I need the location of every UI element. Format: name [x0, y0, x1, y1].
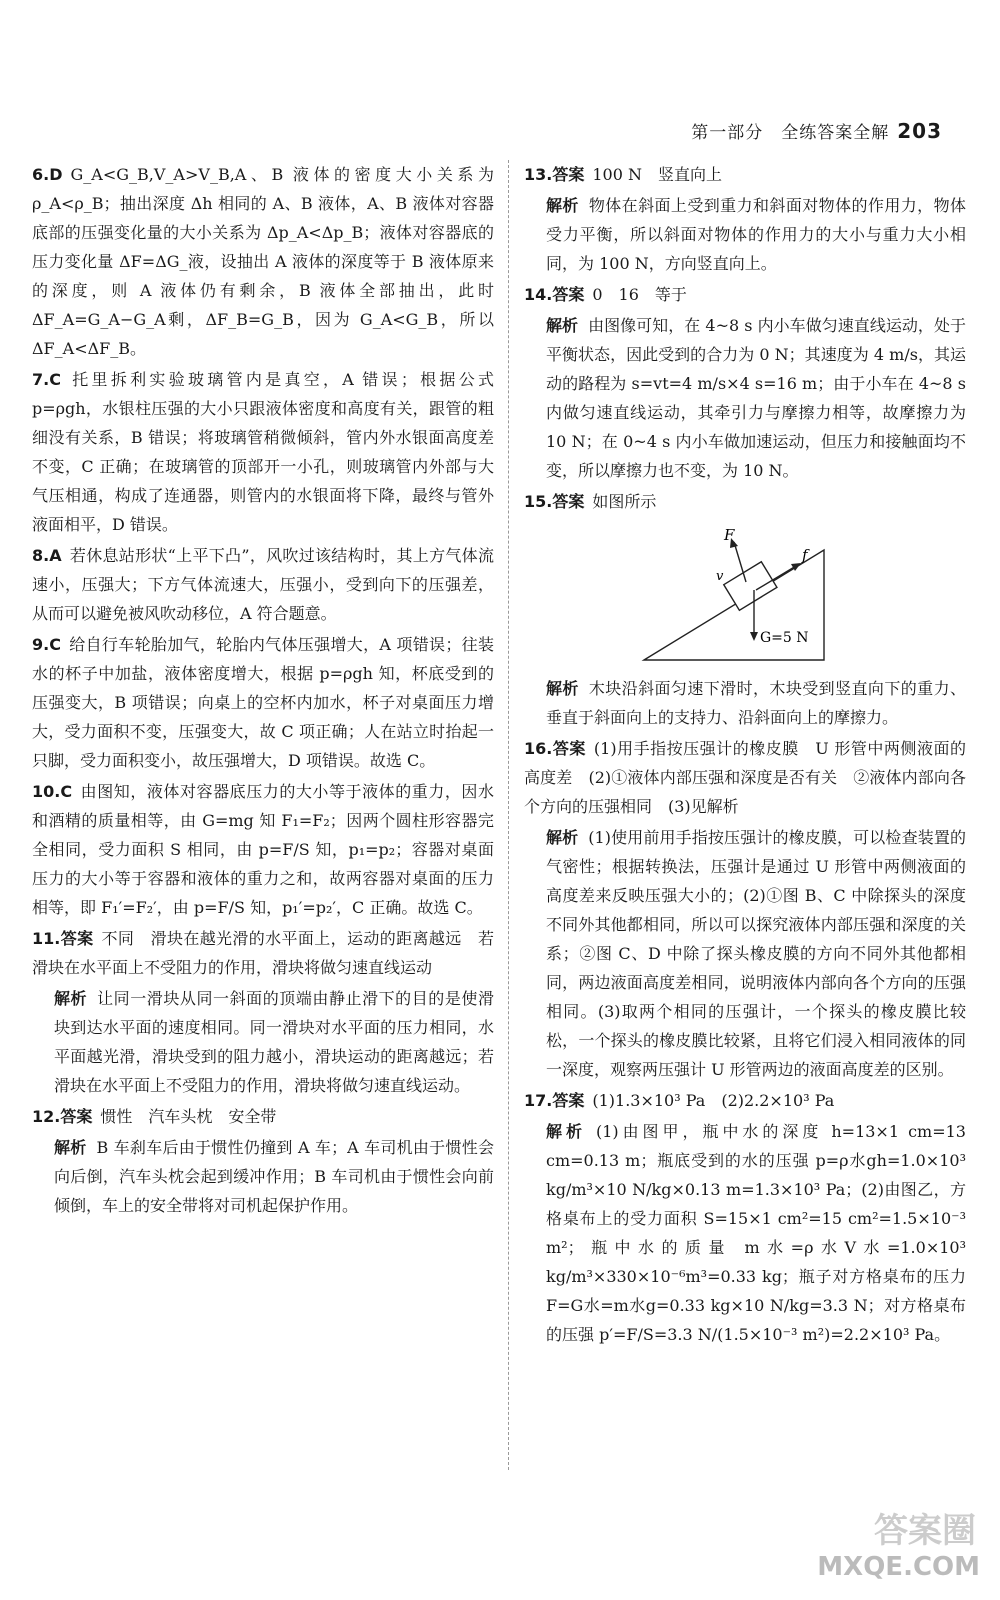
analysis-tag: 解析	[546, 828, 579, 847]
answer-10	[32, 777, 494, 922]
answer-17	[524, 1086, 966, 1115]
answer-17-analysis-text: (1)由图甲，瓶中水的深度 h=13×1 cm=13 cm=0.13 m；瓶底受到的水的压强 p=ρ水gh=1.0×10³ kg/m³×10 N/kg×0.13 m=1.3×10³ Pa；(2)由图乙，方格桌布上的受力面积 S=15×1 cm²=15 cm²=1.5×10⁻³ m²；瓶中水的质量 m水=ρ水V水=1.0×10³ kg/m³×330×10⁻⁶m³=0.33 kg；瓶子对方格桌布的压力 F=G水=m水g=0.33 kg×10 N/kg=3.3 N；对方格桌布的压强 p′=F/S=3.3 N/(1.5×10⁻³ m²)=2.2×10³ Pa。	[546, 1122, 966, 1344]
analysis-tag: 解析	[546, 196, 579, 215]
answer-13-analysis-text: 物体在斜面上受到重力和斜面对物体的作用力，物体受力平衡，所以斜面对物体的作用力的大小与重力大小相同，为 100 N，方向竖直向上。	[546, 196, 966, 273]
answer-9-label: 9.C	[32, 635, 61, 654]
answer-8-text: 若休息站形状“上平下凸”，风吹过该结构时，其上方气体流速小，压强大；下方气体流速大，压强小，受到向下的压强差，从而可以避免被风吹动移位，A 符合题意。	[32, 546, 494, 623]
answer-11-label: 11.答案	[32, 929, 94, 948]
answer-16-analysis	[524, 823, 966, 1084]
analysis-tag: 解析	[546, 1122, 586, 1141]
answer-17-label: 17.答案	[524, 1091, 585, 1110]
answer-8	[32, 541, 494, 628]
answer-16-label: 16.答案	[524, 739, 586, 758]
answer-15-label: 15.答案	[524, 492, 585, 511]
page-header	[691, 118, 942, 143]
watermark-logo: 答案圈	[874, 1511, 976, 1551]
answer-16	[524, 734, 966, 821]
force-diagram-svg	[524, 520, 966, 670]
answer-14-analysis-text: 由图像可知，在 4~8 s 内小车做匀速直线运动，处于平衡状态，因此受到的合力为 0 N；其速度为 4 m/s，其运动的路程为 s=vt=4 m/s×4 s=16 m；由于小车在 4~8 s 内做匀速直线运动，其牵引力与摩擦力相等，故摩擦力为 10 N；在 0~4 s 内小车做加速运动，但压力和接触面均不变，所以摩擦力也不变，为 10 N。	[546, 316, 966, 480]
analysis-tag: 解析	[546, 679, 579, 698]
answer-6-label: 6.D	[32, 165, 63, 184]
answer-9	[32, 630, 494, 775]
answer-12	[32, 1102, 494, 1131]
left-column	[32, 160, 494, 1222]
column-divider	[508, 160, 509, 1470]
answer-12-answer: 惯性 汽车头枕 安全带	[100, 1107, 277, 1126]
label-G: G=5 N	[760, 630, 809, 646]
answer-9-text: 给自行车轮胎加气，轮胎内气体压强增大，A 项错误；往装水的杯子中加盐，液体密度增大，根据 p=ρgh 知，杯底受到的压强变大，B 项错误；向桌上的空杯内加水，杯子对桌面压力增大，受力面积不变，压强变大，故 C 项正确；人在站立时抬起一只脚，受力面积变小，故压强增大，D 项错误。故选 C。	[32, 635, 494, 770]
page-number: 203	[897, 119, 942, 143]
answer-10-text: 由图知，液体对容器底压力的大小等于液体的重力，因水和酒精的质量相等，由 G=mg 知 F₁=F₂；因两个圆柱形容器完全相同，受力面积 S 相同，由 p=F/S 知，p₁=p₂；容器对桌面压力的大小等于容器和液体的重力之和，故两容器对桌面的压力相等，即 F₁′=F₂′，由 p=F/S 知，p₁′=p₂′，C 正确。故选 C。	[32, 782, 494, 917]
answer-6	[32, 160, 494, 363]
answer-12-analysis	[32, 1133, 494, 1220]
answer-11-analysis-text: 让同一滑块从同一斜面的顶端由静止滑下的目的是使滑块到达水平面的速度相同。同一滑块对水平面的压力相同，水平面越光滑，滑块受到的阻力越小，滑块运动的距离越远；若滑块在水平面上不受阻力的作用，滑块将做匀速直线运动。	[54, 989, 494, 1095]
answer-12-analysis-text: B 车刹车后由于惯性仍撞到 A 车；A 车司机由于惯性会向后倒，汽车头枕会起到缓冲作用；B 车司机由于惯性会向前倾倒，车上的安全带将对司机起保护作用。	[54, 1138, 494, 1215]
answer-6-text: G_A<G_B,V_A>V_B,A、B 液体的密度大小关系为 ρ_A<ρ_B；抽出深度 Δh 相同的 A、B 液体，A、B 液体对容器底部的压强变化量的大小关系为 Δp_A<Δp_B；液体对容器底的压力变化量 ΔF=ΔG_液，设抽出 A 液体的深度等于 B 液体原来的深度，则 A 液体仍有剩余，B 液体全部抽出，此时 ΔF_A=G_A−G_A剩，ΔF_B=G_B，因为 G_A<G_B，所以 ΔF_A<ΔF_B。	[32, 165, 494, 358]
answer-13-answer: 100 N 竖直向上	[592, 165, 722, 184]
answer-15	[524, 487, 966, 516]
label-f: f	[802, 546, 808, 564]
answer-11-answer: 不同 滑块在越光滑的水平面上，运动的距离越远 若滑块在水平面上不受阻力的作用，滑块将做匀速直线运动	[32, 929, 494, 977]
answer-11-analysis	[32, 984, 494, 1100]
answer-15-analysis	[524, 674, 966, 732]
answer-11	[32, 924, 494, 982]
answer-8-label: 8.A	[32, 546, 62, 565]
answer-16-answer: (1)用手指按压强计的橡皮膜 U 形管中两侧液面的高度差 (2)①液体内部压强和深度是否有关 ②液体内部向各个方向的压强相同 (3)见解析	[524, 739, 966, 816]
right-column	[524, 160, 966, 1351]
answer-16-analysis-text: (1)使用前用手指按压强计的橡皮膜，可以检查装置的气密性；根据转换法，压强计是通过 U 形管中两侧液面的高度差来反映压强大小的；(2)①图 B、C 中除探头的深度不同外其他都相同，所以可以探究液体内部压强和深度的关系；②图 C、D 中除了探头橡皮膜的方向不同外其他都相同，两边液面高度差相同，说明液体内部向各个方向的压强相同。(3)取两个相同的压强计，一个探头的橡皮膜比较松，一个探头的橡皮膜比较紧，且将它们浸入相同液体的同一深度，观察两压强计 U 形管两边的液面高度差的区别。	[546, 828, 966, 1079]
answer-13-analysis	[524, 191, 966, 278]
section-title: 第一部分 全练答案全解	[691, 123, 890, 143]
answer-15-answer: 如图所示	[592, 492, 657, 511]
answer-14-analysis	[524, 311, 966, 485]
answer-14-answer: 0 16 等于	[592, 285, 687, 304]
force-diagram	[524, 520, 966, 670]
answer-7	[32, 365, 494, 539]
answer-14-label: 14.答案	[524, 285, 585, 304]
label-v: v	[716, 569, 724, 584]
answer-15-analysis-text: 木块沿斜面匀速下滑时，木块受到竖直向下的重力、垂直于斜面向上的支持力、沿斜面向上的摩擦力。	[546, 679, 966, 727]
analysis-tag: 解析	[546, 316, 579, 335]
watermark-url: MXQE.COM	[817, 1552, 980, 1582]
answer-17-answer: (1)1.3×10³ Pa (2)2.2×10³ Pa	[592, 1091, 835, 1110]
answer-10-label: 10.C	[32, 782, 73, 801]
answer-12-label: 12.答案	[32, 1107, 93, 1126]
answer-13	[524, 160, 966, 189]
label-F: F	[724, 526, 735, 544]
gravity-head	[750, 632, 758, 641]
answer-7-text: 托里拆利实验玻璃管内是真空，A 错误；根据公式 p=ρgh，水银柱压强的大小只跟液体密度和高度有关，跟管的粗细没有关系，B 错误；将玻璃管稍微倾斜，管内外水银面高度差不变，C 正确；在玻璃管的顶部开一小孔，则玻璃管内外部与大气压相通，构成了连通器，则管内的水银面将下降，最终与管外液面相平，D 错误。	[32, 370, 494, 534]
block	[724, 562, 777, 611]
answer-7-label: 7.C	[32, 370, 61, 389]
analysis-tag: 解析	[54, 1138, 87, 1157]
answer-14	[524, 280, 966, 309]
analysis-tag: 解析	[54, 989, 88, 1008]
answer-17-analysis	[524, 1117, 966, 1349]
answer-13-label: 13.答案	[524, 165, 585, 184]
